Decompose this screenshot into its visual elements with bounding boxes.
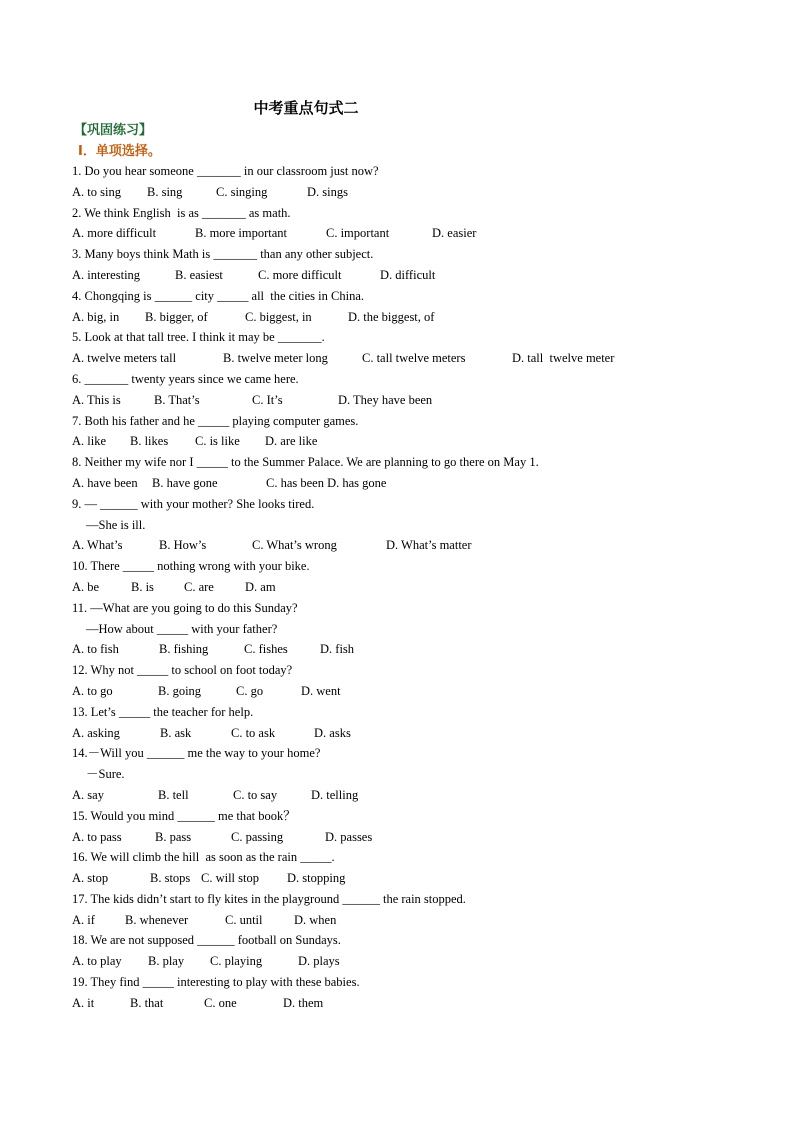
answer-option: B. likes [130, 434, 169, 449]
answer-options [72, 993, 772, 1014]
answer-option: C. playing [210, 954, 263, 969]
answer-options [72, 951, 772, 972]
answer-option: C. What’s wrong [252, 538, 337, 553]
question-text: 4. Chongqing is ______ city _____ all the cities in China. [72, 288, 364, 303]
answer-option: B. twelve meter long [223, 351, 328, 366]
question-text: 5. Look at that tall tree. I think it may be _______. [72, 330, 325, 345]
answer-option: C. one [204, 995, 237, 1010]
answer-option: A. stop [72, 871, 109, 886]
answer-option: B. that [130, 995, 164, 1010]
answer-option: A. interesting [72, 267, 141, 282]
question-text: 2. We think English is as _______ as math. [72, 205, 291, 220]
answer-option: C. to say [233, 787, 278, 802]
answer-options [72, 785, 772, 806]
question-text: 14.－Will you ______ me the way to your home? [72, 746, 321, 761]
question-text: 1. Do you hear someone _______ in our classroom just now? [72, 164, 379, 178]
answer-option: A. be [72, 579, 100, 594]
subsection-label: I．单项选择。 [78, 144, 161, 159]
answer-options [72, 910, 772, 931]
question-text: 16. We will climb the hill as soon as the rain _____. [72, 850, 335, 865]
answer-option: A. to play [72, 954, 122, 969]
answer-option: B. How’s [159, 538, 207, 553]
answer-option: A. to go [72, 683, 113, 698]
answer-option: B. fishing [159, 642, 209, 657]
answer-option: A. to sing [72, 184, 121, 199]
answer-option: D. are like [265, 434, 318, 449]
answer-options [72, 307, 772, 328]
question-text: 12. Why not _____ to school on foot today? [72, 663, 293, 678]
answer-options [72, 265, 772, 286]
section-label: 【巩固练习】 [74, 123, 153, 138]
answer-options [72, 681, 772, 702]
answer-option: C. important [326, 226, 390, 241]
answer-option: C. singing [216, 184, 268, 199]
question-text: 3. Many boys think Math is _______ than any other subject. [72, 247, 374, 262]
answer-option: D. fish [320, 642, 355, 657]
answer-options [72, 223, 772, 244]
answer-option: D. went [301, 683, 341, 698]
answer-option: B. easiest [175, 267, 223, 282]
answer-option: D. telling [311, 787, 359, 802]
question-text: 19. They find _____ interesting to play with these babies. [72, 975, 360, 990]
question-text: 11. —What are you going to do this Sunday? [72, 600, 298, 615]
answer-option: A. big, in [72, 309, 120, 324]
answer-option: C. until [225, 912, 263, 927]
answer-option: C. to ask [231, 725, 276, 740]
answer-options [72, 390, 772, 411]
answer-option: B. have gone [152, 475, 218, 490]
answer-option: D. What’s matter [386, 538, 472, 553]
answer-option: A. asking [72, 725, 120, 740]
answer-option: B. whenever [125, 912, 189, 927]
answer-option: A. it [72, 995, 95, 1010]
question-list [72, 161, 772, 1014]
answer-option: C. has been D. has gone [266, 475, 387, 490]
question-text: 9. — ______ with your mother? She looks tired. [72, 496, 315, 511]
answer-option: A. say [72, 787, 104, 802]
question-subline: －Sure. [86, 767, 125, 782]
answer-option: A. if [72, 912, 95, 927]
answer-option: A. more difficult [72, 226, 157, 241]
answer-option: C. passing [231, 829, 284, 844]
answer-options [72, 868, 772, 889]
answer-option: C. fishes [244, 642, 288, 657]
question-text: 7. Both his father and he _____ playing computer games. [72, 413, 359, 428]
answer-option: B. tell [158, 787, 189, 802]
question-text: 8. Neither my wife nor I _____ to the Summer Palace. We are planning to go there on May 1. [72, 455, 539, 470]
answer-option: A. to pass [72, 829, 122, 844]
answer-option: D. stopping [287, 871, 346, 886]
answer-option: A. twelve meters tall [72, 351, 177, 366]
answer-option: C. go [236, 683, 264, 698]
question-text: 6. _______ twenty years since we came here. [72, 371, 299, 386]
answer-option: B. pass [155, 829, 192, 844]
answer-options [72, 473, 772, 494]
answer-option: C. more difficult [258, 267, 342, 282]
question-text: 17. The kids didn’t start to fly kites in the playground ______ the rain stopped. [72, 891, 466, 906]
answer-option: A. like [72, 434, 107, 449]
question-text: 10. There _____ nothing wrong with your bike. [72, 559, 310, 574]
answer-option: D. easier [432, 226, 477, 241]
answer-options [72, 723, 772, 744]
answer-option: B. more important [195, 226, 287, 241]
answer-option: C. It’s [252, 392, 283, 407]
answer-option: B. sing [147, 184, 183, 199]
answer-option: B. bigger, of [145, 309, 208, 324]
answer-option: A. to fish [72, 642, 119, 657]
answer-options [72, 827, 772, 848]
answer-option: A. What’s [72, 538, 123, 553]
page-title: 中考重点句式二 [253, 99, 359, 117]
answer-option: B. That’s [154, 392, 200, 407]
answer-option: D. plays [298, 954, 340, 969]
question-subline: —She is ill. [86, 517, 146, 532]
answer-option: A. This is [72, 392, 121, 407]
answer-option: D. They have been [338, 392, 433, 407]
question-subline: —How about _____ with your father? [86, 621, 278, 636]
answer-option: D. asks [314, 725, 351, 740]
answer-options [72, 431, 772, 452]
answer-option: B. stops [150, 871, 191, 886]
answer-options [72, 535, 772, 556]
answer-option: C. tall twelve meters [362, 351, 466, 366]
answer-option: D. am [245, 579, 276, 594]
question-text: 13. Let’s _____ the teacher for help. [72, 704, 254, 719]
answer-option: D. them [283, 995, 324, 1010]
answer-option: C. biggest, in [245, 309, 312, 324]
answer-option: D. tall twelve meter [512, 351, 615, 366]
question-text: 15. Would you mind ______ me that book？ [72, 808, 296, 823]
answer-option: C. are [184, 579, 214, 594]
answer-option: D. sings [307, 184, 348, 199]
answer-option: C. will stop [201, 871, 259, 886]
answer-options [72, 182, 772, 203]
answer-option: B. play [148, 954, 185, 969]
answer-option: C. is like [195, 434, 240, 449]
answer-option: A. have been [72, 475, 138, 490]
answer-option: B. is [131, 579, 154, 594]
answer-options [72, 639, 772, 660]
answer-option: D. when [294, 912, 337, 927]
answer-option: D. the biggest, of [348, 309, 435, 324]
answer-option: B. ask [160, 725, 192, 740]
answer-options [72, 577, 772, 598]
answer-options [72, 348, 772, 369]
answer-option: D. passes [325, 829, 373, 844]
question-text: 18. We are not supposed ______ football on Sundays. [72, 933, 341, 948]
answer-option: D. difficult [380, 267, 436, 282]
answer-option: B. going [158, 683, 202, 698]
